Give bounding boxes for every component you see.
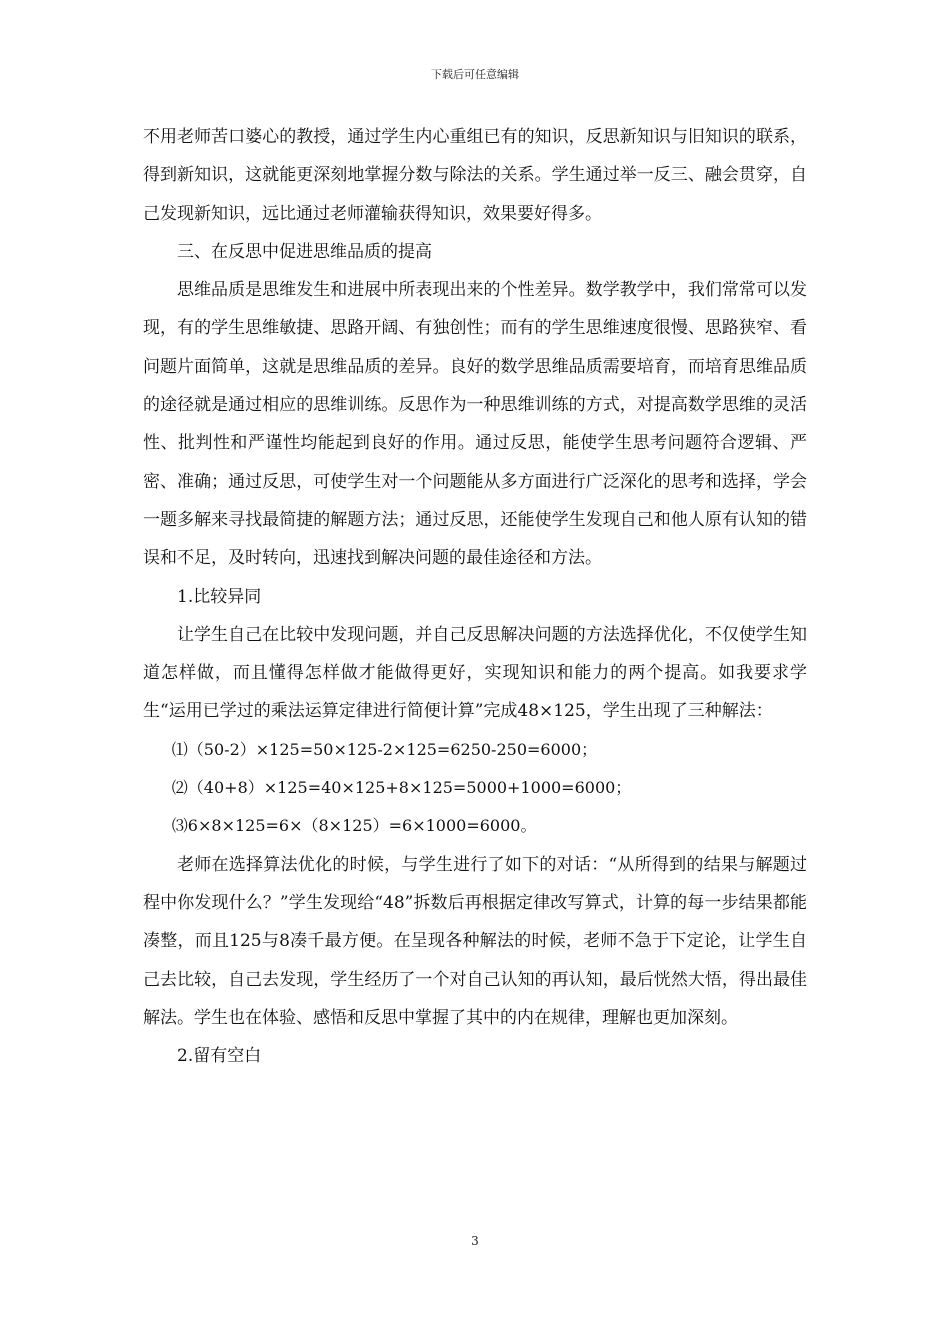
page-header: 下载后可任意编辑	[431, 68, 519, 81]
paragraph-thinking-quality: 思维品质是思维发生和进展中所表现出来的个性差异。数学教学中，我们常常可以发现，有的学生思维敏捷、思路开阔、有独创性；而有的学生思维速度很慢、思路狭窄、看问题片面简单，这就是思维品质的差异。良好的数学思维品质需要培育，而培育思维品质的途径就是通过相应的思维训练。反思作为一种思维训练的方式，对提高数学思维的灵活性、批判性和严谨性均能起到良好的作用。通过反思，能使学生思考问题符合逻辑、严密、准确；通过反思，可使学生对一个问题能从多方面进行广泛深化的思考和选择，学会一题多解来寻找最简捷的解题方法；通过反思，还能使学生发现自己和他人原有认知的错误和不足，及时转向，迅速找到解决问题的最佳途径和方法。	[143, 280, 807, 569]
paragraph-compare: 让学生自己在比较中发现问题，并自己反思解决问题的方法选择优化，不仅使学生知道怎样做，而且懂得怎样做才能做得更好，实现知识和能力的两个提高。如我要求学生“运用已学过的乘法运算定律进行简便计算”完成48×125，学生出现了三种解法：	[143, 624, 807, 722]
solution-3: ⑶6×8×125=6×（8×125）=6×1000=6000。	[171, 816, 537, 836]
section-heading-3: 三、在反思中促进思维品质的提高	[177, 241, 432, 262]
paragraph-dialogue: 老师在选择算法优化的时候，与学生进行了如下的对话：“从所得到的结果与解题过程中你发现什么？”学生发现给“48”拆数后再根据定律改写算式，计算的每一步结果都能凑整，而且125与8凑千最方便。在呈现各种解法的时候，老师不急于下定论，让学生自己去比较，自己去发现，学生经历了一个对自己认知的再认知，最后恍然大悟，得出最佳解法。学生也在体验、感悟和反思中掌握了其中的内在规律，理解也更加深刻。	[143, 854, 807, 1028]
page-number: 3	[471, 1234, 479, 1248]
subheading-compare: 1.比较异同	[177, 586, 262, 607]
solution-1: ⑴（50-2）×125=50×125-2×125=6250-250=6000；	[171, 739, 598, 759]
solution-2: ⑵（40+8）×125=40×125+8×125=5000+1000=6000；	[171, 778, 632, 798]
document-body	[143, 118, 807, 1075]
subheading-blank: 2.留有空白	[177, 1046, 262, 1067]
paragraph-continuation: 不用老师苦口婆心的教授，通过学生内心重组已有的知识，反思新知识与旧知识的联系，得到新知识，这就能更深刻地掌握分数与除法的关系。学生通过举一反三、融会贯穿，自己发现新知识，远比通过老师灌输获得知识，效果要好得多。	[143, 127, 807, 224]
